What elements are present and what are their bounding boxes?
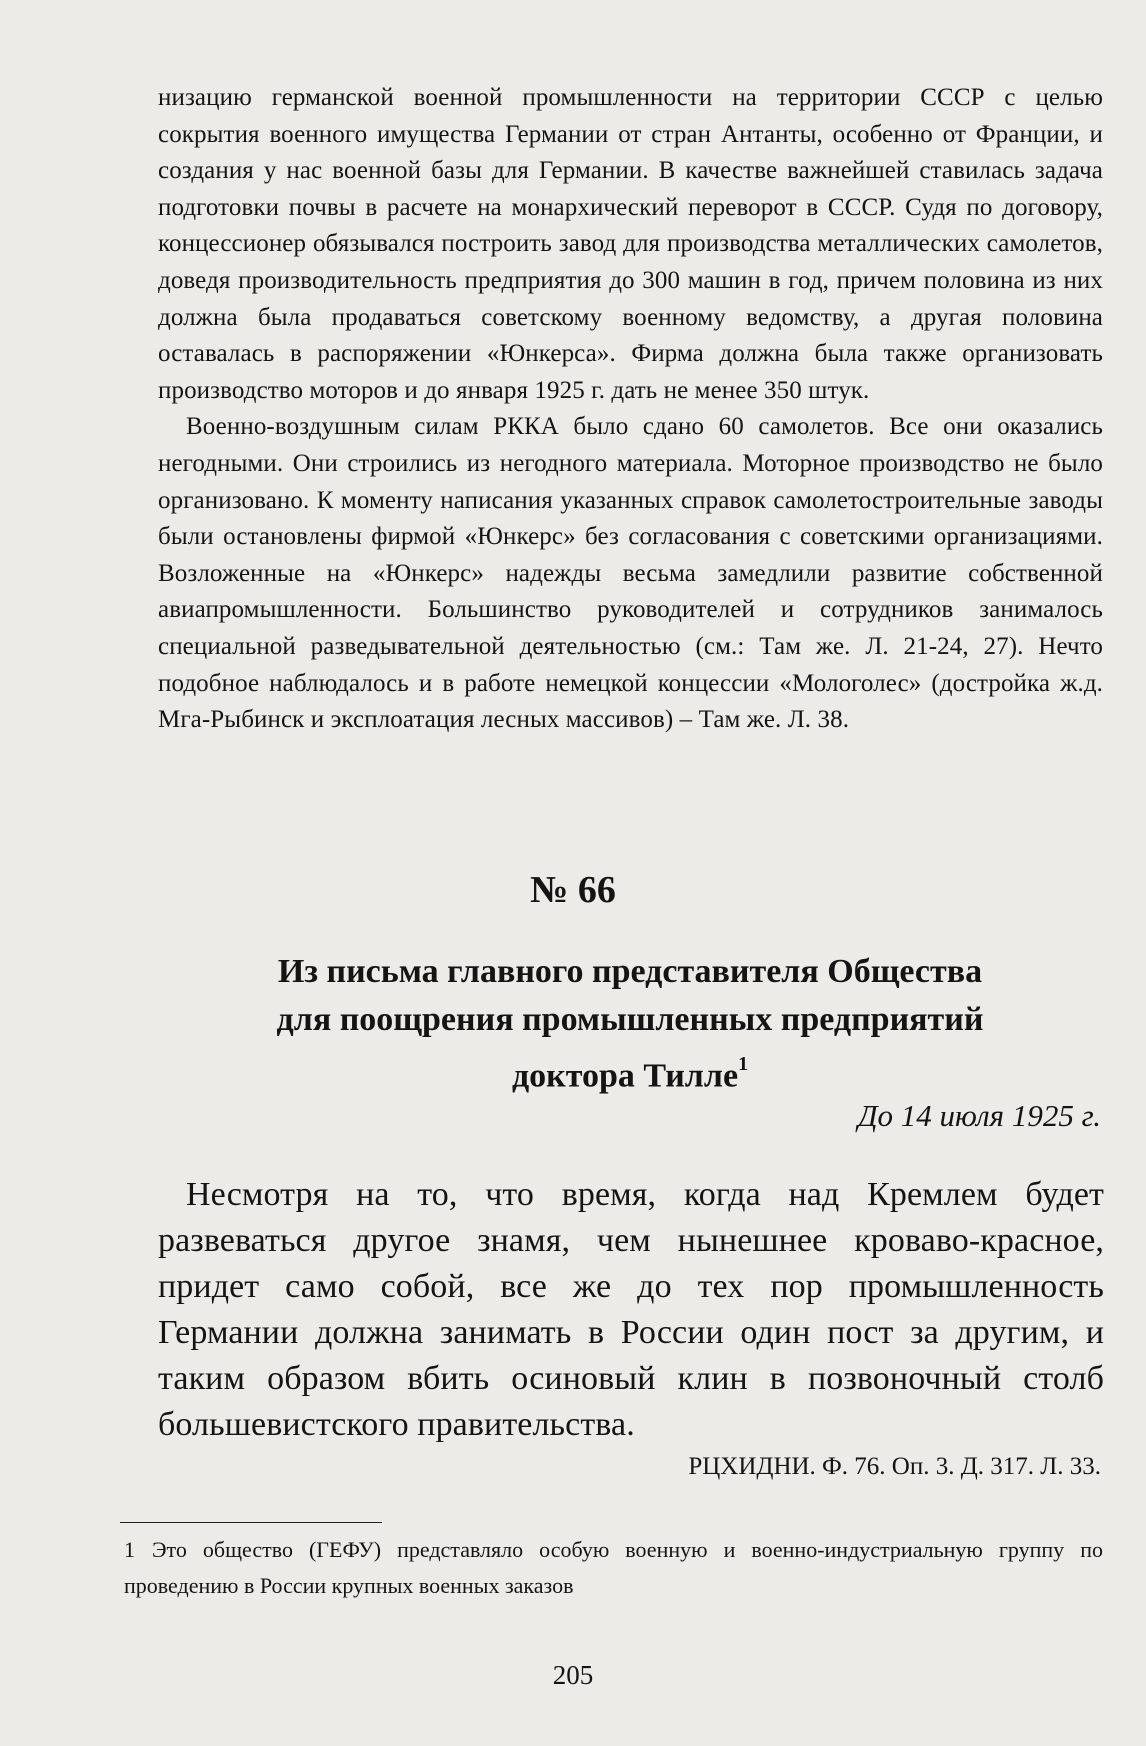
page-number: 205 xyxy=(552,1660,594,1690)
document-title-line: доктора Тилле xyxy=(511,1057,739,1095)
preceding-note xyxy=(158,80,1103,739)
note-paragraph: Военно-воздушным силам РККА было сдано 60 самолетов. Все они оказались негодными. Они строились из негодного материала. Моторное производство не было организовано. К моменту написания указанных справок самолетостроительные заводы были остановлены фирмой «Юнкерс» без согласования с советскими организациями. Возложенные на «Юнкерс» надежды весьма замедлили развитие собственной авиапромышленности. Большинство руководителей и сотрудников занималось специальной разведывательной деятельностью (см.: Там же. Л. 21-24, 27). Нечто подобное наблюдалось и в работе немецкой концессии «Мологолес» (достройка ж.д. Мга-Рыбинск и эксплоатация лесных массивов) – Там же. Л. 38. xyxy=(158,413,1103,734)
footnote-reference: 1 xyxy=(738,1053,749,1075)
footnote-text: Это общество (ГЕФУ) представляло особую военную и военно-индустриальную группу по проведению в России крупных военных заказов xyxy=(124,1537,1103,1598)
archive-source: РЦХИДНИ. Ф. 76. Оп. 3. Д. 317. Л. 33. xyxy=(688,1453,1101,1480)
document-number: № 66 xyxy=(530,869,616,911)
document-title xyxy=(180,948,1080,1100)
footnote-marker: 1 xyxy=(124,1537,135,1562)
document-body xyxy=(158,1172,1104,1448)
document-title-line: для поощрения промышленных предприятий xyxy=(276,1001,984,1038)
document-date: До 14 июля 1925 г. xyxy=(857,1098,1101,1133)
footnote xyxy=(124,1532,1103,1604)
note-paragraph: низацию германской военной промышленности на территории СССР с целью сокрытия военного имущества Германии от стран Антанты, особенно от Франции, и создания у нас военной базы для Германии. В качестве важнейшей ставилась задача подготовки почвы в расчете на монархический переворот в СССР. Судя по договору, концессионер обязывался построить завод для производства металлических самолетов, доведя производительность предприятия до 300 машин в год, причем половина из них должна была продаваться советскому военному ведомству, а другая половина оставалась в распоряжении «Юнкерса». Фирма должна была также организовать производство моторов и до января 1925 г. дать не менее 350 штук. xyxy=(158,84,1103,404)
footnote-divider xyxy=(120,1522,382,1523)
document-text: Несмотря на то, что время, когда над Кремлем будет развеваться другое знамя, чем нынешнее кроваво-красное, придет само собой, все же до тех пор промышленность Германии должна занимать в России один пост за другим, и таким образом вбить осиновый клин в позвоночный столб большевистского правительства. xyxy=(158,1176,1104,1443)
document-title-line: Из письма главного представителя Общества xyxy=(277,953,983,990)
